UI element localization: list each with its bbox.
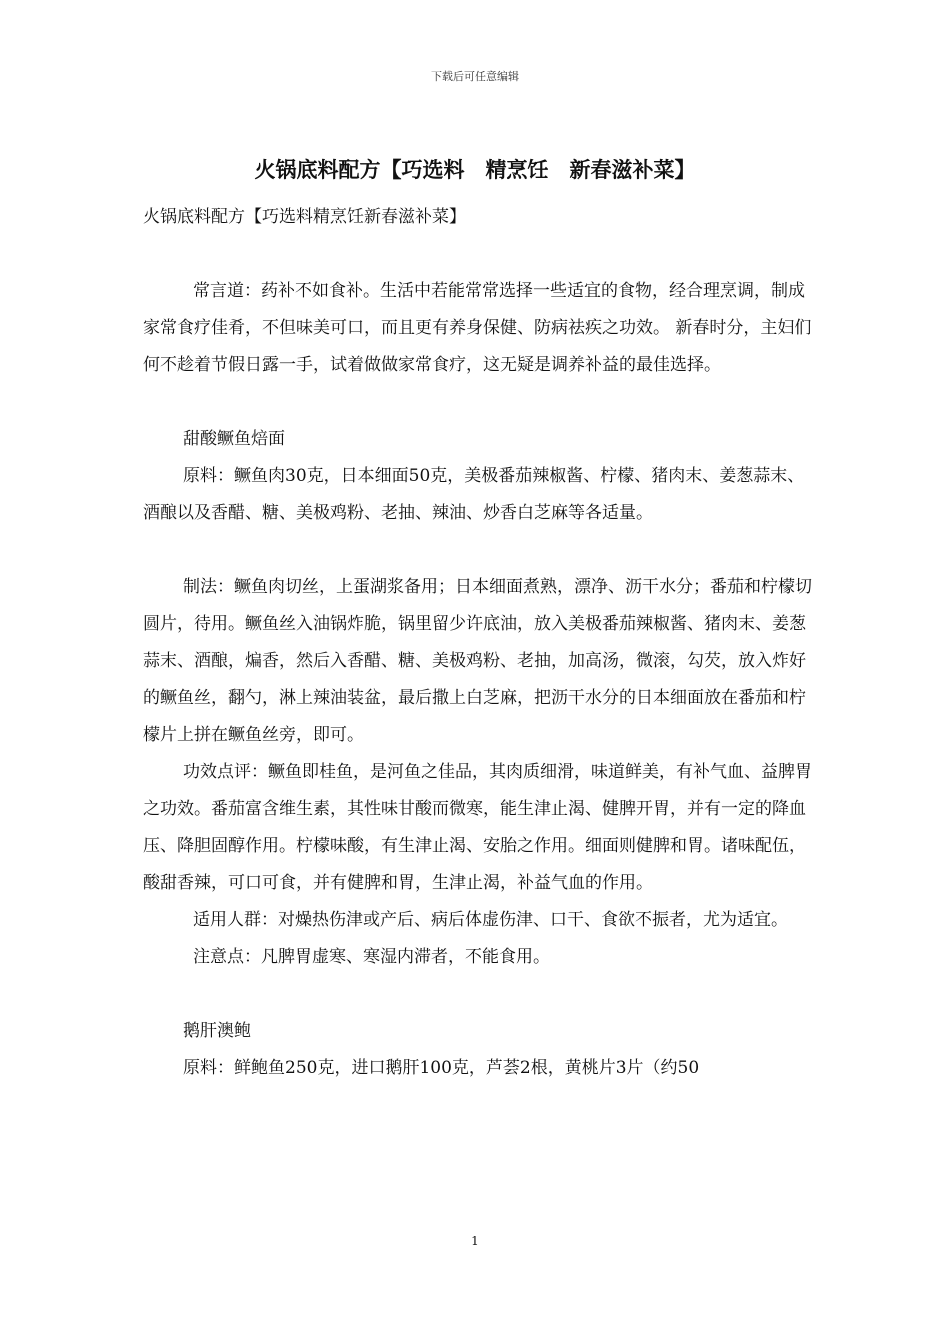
subtitle: 火锅底料配方【巧选料精烹饪新春滋补菜】 xyxy=(143,207,466,227)
dish-heading: 鹅肝澳鲍 xyxy=(183,1021,251,1041)
suitable-paragraph: 适用人群：对燥热伤津或产后、病后体虚伤津、口干、食欲不振者，尤为适宜。 xyxy=(193,910,788,930)
method-paragraph: 制法：鳜鱼肉切丝，上蛋湖浆备用；日本细面煮熟，漂净、沥干水分；番茄和柠檬切圆片，待用。鳜鱼丝入油锅炸脆，锅里留少许底油，放入美极番茄辣椒酱、猪肉末、姜葱蒜末、酒酿，煸香，然后入香醋、糖、美极鸡粉、老抽，加高汤，微滚，勾芡，放入炸好的鳜鱼丝，翻勺，淋上辣油装盆，最后撒上白芝麻，把沥干水分的日本细面放在番茄和柠檬片上拼在鳜鱼丝旁，即可。 xyxy=(143,577,812,745)
ingredients-paragraph: 原料：鳜鱼肉30克，日本细面50克，美极番茄辣椒酱、柠檬、猪肉末、姜葱蒜末、酒酿以及香醋、糖、美极鸡粉、老抽、辣油、炒香白芝麻等各适量。 xyxy=(143,466,805,523)
efficacy-paragraph: 功效点评：鳜鱼即桂鱼，是河鱼之佳品，其肉质细滑，味道鲜美，有补气血、益脾胃之功效。番茄富含维生素，其性味甘酸而微寒，能生津止渴、健脾开胃，并有一定的降血压、降胆固醇作用。柠檬味酸，有生津止渴、安胎之作用。细面则健脾和胃。诸味配伍，酸甜香辣，可口可食，并有健脾和胃，生津止渴，补益气血的作用。 xyxy=(143,762,812,893)
spacer xyxy=(143,532,815,569)
spacer xyxy=(143,236,815,273)
spacer xyxy=(143,384,815,421)
spacer xyxy=(143,976,815,1013)
ingredients-paragraph: 原料：鲜鲍鱼250克，进口鹅肝100克，芦荟2根，黄桃片3片（约50 xyxy=(183,1058,700,1078)
page-header-note: 下载后可任意编辑 xyxy=(431,70,519,83)
intro-paragraph: 常言道：药补不如食补。生活中若能常常选择一些适宜的食物，经合理烹调，制成家常食疗佳肴，不但味美可口，而且更有养身保健、防病祛疾之功效。 新春时分，主妇们何不趁着节假日露一手，试着做做家常食疗，这无疑是调养补益的最佳选择。 xyxy=(143,281,812,375)
page-number: 1 xyxy=(471,1234,479,1248)
caution-paragraph: 注意点：凡脾胃虚寒、寒湿内滞者，不能食用。 xyxy=(193,947,550,967)
document-title: 火锅底料配方【巧选料 精烹饪 新春滋补菜】 xyxy=(254,158,696,182)
document-body xyxy=(143,199,815,1087)
dish-heading: 甜酸鳜鱼焙面 xyxy=(183,429,285,449)
